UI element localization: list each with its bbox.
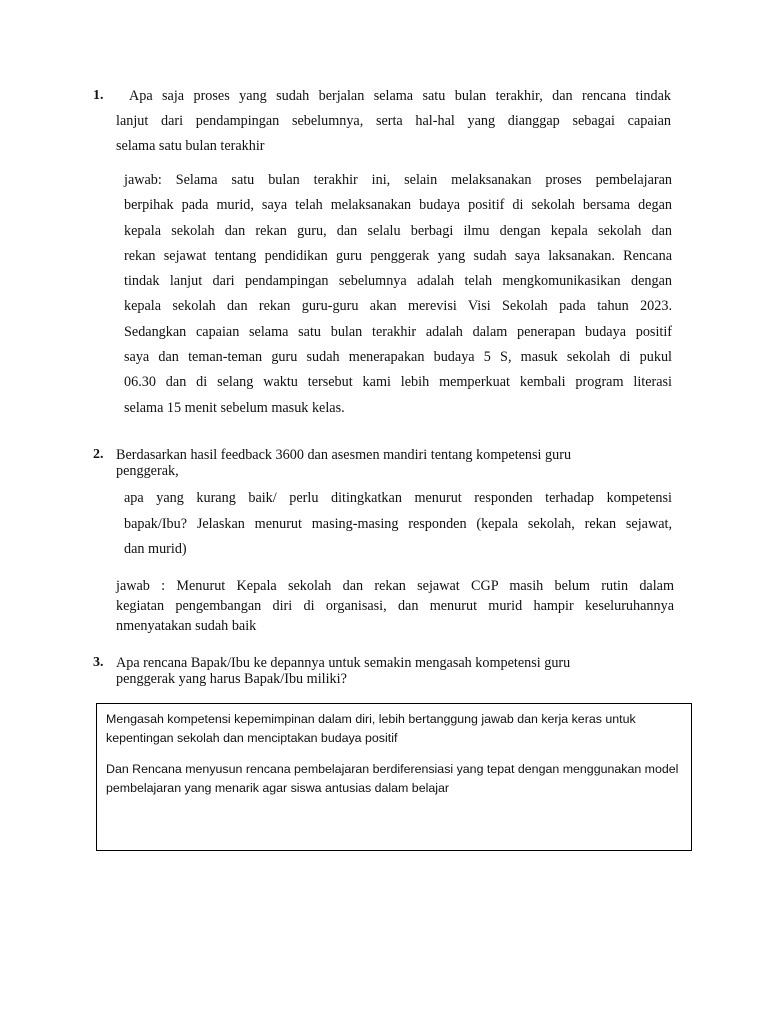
question-1-line: lanjut dari pendampingan sebelumnya, serta hal-hal yang dianggap sebagai capaian (116, 113, 671, 129)
question-3-line: Apa rencana Bapak/Ibu ke depannya untuk semakin mengasah kompetensi guru (116, 655, 571, 671)
question-2-sub-line: apa yang kurang baik/ perlu ditingkatkan menurut responden terhadap kompetensi (124, 490, 672, 506)
answer-line: selama 15 menit sebelum masuk kelas. (124, 399, 345, 416)
question-1-line: Apa saja proses yang sudah berjalan selama satu bulan terakhir, dan rencana tindak (129, 88, 671, 104)
answer-line: kepala sekolah dan rekan guru, dan selalu berbagi ilmu dengan kepala sekolah dan (124, 222, 672, 239)
question-1-text (116, 88, 671, 163)
answer-paragraph: Dan Rencana menyusun rencana pembelajaran berdiferensiasi yang tepat dengan menggunakan model pembelajaran yang menarik agar siswa antusias dalam belajar (106, 762, 679, 795)
answer-line: berpihak pada murid, saya telah melaksanakan budaya positif di sekolah bersama degan (124, 197, 672, 214)
answer-line: 06.30 dan di selang waktu tersebut kami lebih memperkuat kembali program literasi (124, 374, 672, 391)
question-2-number: 2. (93, 447, 104, 462)
question-2-sub-line: dan murid) (124, 541, 187, 557)
question-3-answer-box (96, 703, 692, 851)
question-1-line: selama satu bulan terakhir (116, 138, 265, 154)
question-1-number: 1. (93, 88, 104, 103)
question-2-subtext (124, 486, 672, 563)
answer-line: kepala sekolah dan rekan guru-guru akan merevisi Visi Sekolah pada tahun 2023. (124, 298, 672, 315)
question-2-text (116, 447, 636, 479)
question-1-answer (124, 168, 672, 421)
answer-line: tindak lanjut dari pendampingan sebelumnya adalah telah mengkomunikasikan dengan (124, 273, 672, 290)
answer-line: nmenyatakan sudah baik (116, 618, 257, 634)
answer-line: saya dan teman-teman guru sudah menerapakan budaya 5 S, masuk sekolah di pukul (124, 349, 672, 366)
answer-line: Sedangkan capaian selama satu bulan terakhir adalah dalam penerapan budaya positif (124, 323, 672, 340)
answer-line: kegiatan pengembangan diri di organisasi, dan menurut murid hampir keseluruhannya (116, 598, 674, 614)
question-3-text (116, 655, 656, 687)
question-3-number: 3. (93, 655, 104, 670)
question-2-line: penggerak, (116, 463, 179, 479)
answer-line: jawab : Menurut Kepala sekolah dan rekan sejawat CGP masih belum rutin dalam (116, 578, 674, 594)
question-3-line: penggerak yang harus Bapak/Ibu miliki? (116, 671, 347, 687)
answer-line: jawab: Selama satu bulan terakhir ini, selain melaksanakan proses pembelajaran (124, 172, 672, 188)
question-2-sub-line: bapak/Ibu? Jelaskan menurut masing-masing responden (kepala sekolah, rekan sejawat, (124, 515, 672, 532)
question-2-answer (116, 576, 674, 636)
answer-line: rekan sejawat tentang pendidikan guru penggerak yang sudah saya laksanakan. Rencana (124, 247, 672, 264)
answer-paragraph: Mengasah kompetensi kepemimpinan dalam diri, lebih bertanggung jawab dan kerja keras untuk kepentingan sekolah dan menciptakan budaya positif (106, 712, 636, 745)
question-2-line: Berdasarkan hasil feedback 3600 dan asesmen mandiri tentang kompetensi guru (116, 447, 572, 463)
